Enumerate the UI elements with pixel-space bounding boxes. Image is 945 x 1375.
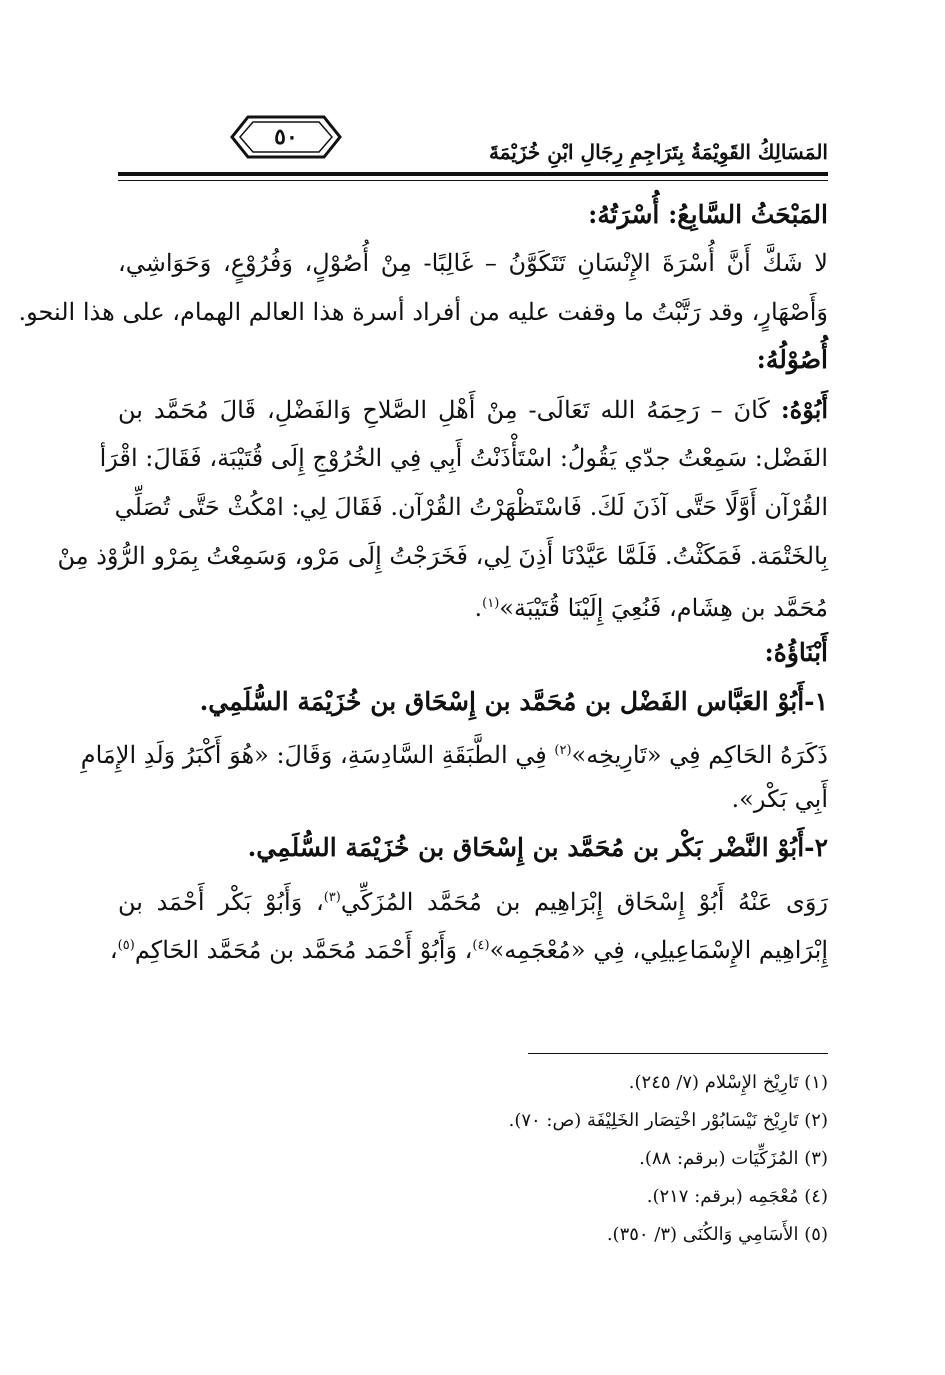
footnote-item: (١) تَارِيْخ الإِسْلام (٧/ ٢٤٥).: [628, 1072, 828, 1093]
paragraph-line: إِبْرَاهِيم الإِسْمَاعِيلِي، فِي «مُعْجَمِه»$^{(٤)}$، وَأَبُوْ أَحْمَد مُحَمَّد بن مُحَمَّد الحَاكِم$^{(٥)}$،: [109, 936, 828, 964]
father-text: كَانَ – رَحِمَهُ الله تَعَالَى- مِنْ أَهْلِ الصَّلاحِ وَالفَضْلِ، قَالَ مُحَمَّد بن: [118, 396, 781, 424]
footnote-item: (٢) تَارِيْخ نَيْسَابُوْر اخْتِصَار الخَلِيْفَة (ص: ٧٠).: [508, 1110, 828, 1131]
paragraph-line: القُرْآن أَوَّلًا حَتَّى آذَنَ لَكَ. فَاسْتَظْهَرْتُ القُرْآن. فَقَالَ لِي: امْكُثْ حَتَّى تُصَلِّي: [114, 493, 828, 521]
paragraph-line: بِالخَتْمَة. فَمَكَثْتُ. فَلَمَّا عَيَّدْنَا أَذِنَ لِي، فَخَرَجْتُ إِلَى مَرْو، وَسَمِعْتُ بِمَرْو الرُّوْذ مِنْ: [57, 542, 828, 570]
header-rule-thin: [118, 180, 828, 181]
footnote-item: (٤) مُعْجَمِه (برقم: ٢١٧).: [646, 1186, 828, 1207]
paragraph-line: أَبِي بَكْر».: [731, 785, 828, 813]
page-number-badge: [228, 112, 344, 162]
running-title: المَسَالِكُ القَوِيْمَةُ بِتَرَاجِمِ رِجَالِ ابْنِ خُزَيْمَةَ: [489, 140, 828, 164]
section-heading: المَبْحَثُ السَّابِعُ: أُسْرَتُهُ:: [588, 200, 828, 229]
paragraph-line: الفَضْل: سَمِعْتُ جدّي يَقُولُ: اسْتَأْذَنْتُ أَبِي فِي الخُرُوْجِ إِلَى قُتَيْبَة، فَقَالَ: اقْرَأ: [99, 444, 828, 472]
page-header: [118, 96, 828, 184]
footnote-separator: [528, 1053, 828, 1054]
subheading-sons: أَبْنَاؤُهُ:: [764, 638, 828, 667]
footnote-ref[interactable]: (١): [482, 596, 500, 611]
footnote-ref[interactable]: (٢): [554, 743, 572, 758]
page-number: ٥٠: [274, 124, 298, 150]
paragraph-line: ذَكَرَهُ الحَاكِم فِي «تَارِيخِه»$^{(٢)}$ فِي الطَّبَقَةِ السَّادِسَةِ، وَقَالَ: «هُوَ أَكْبَرُ وَلَدِ الإِمَامِ: [80, 741, 828, 769]
father-label: أَبُوْهُ:: [780, 395, 828, 424]
header-rule-thick: [118, 172, 828, 176]
subheading-usul: أُصُوْلُهُ:: [756, 345, 828, 374]
footnote-item: (٥) الأَسَامِي وَالكُنَى (٣/ ٣٥٠).: [606, 1224, 828, 1245]
paragraph-line: رَوَى عَنْهُ أَبُوْ إِسْحَاق إِبْرَاهِيم بن مُحَمَّد المُزَكِّي$^{(٣)}$، وَأَبُوْ بَكْر أَحْمَد بن: [118, 888, 829, 916]
paragraph-line: مُحَمَّد بن هِشَام، فَنُعِيَ إِلَيْنَا قُتَيْبَة»$^{(١)}$.: [474, 594, 828, 622]
footnote-item: (٣) المُزَكِّيَات (برقم: ٨٨).: [639, 1148, 828, 1169]
son-1-name: ١-أَبُوْ العَبَّاس الفَضْل بن مُحَمَّد بن إِسْحَاق بن خُزَيْمَة السُّلَمِي.: [199, 687, 828, 716]
footnote-ref[interactable]: (٥): [117, 938, 135, 953]
paragraph-line: لا شَكَّ أَنَّ أُسْرَةَ الإِنْسَانِ تَتَكَوَّنُ – غَالِبًا- مِنْ أُصُوْلٍ، وَفُرُوْعٍ، وَحَوَاشِي،: [118, 249, 828, 277]
footnote-ref[interactable]: (٤): [472, 938, 490, 953]
paragraph-line: وَأَصْهَارٍ، وقد رَتَّبْتُ ما وقفت عليه من أفراد أسرة هذا العالم الهمام، على هذا النحو.: [18, 298, 828, 326]
son-2-name: ٢-أَبُوْ النَّضْر بَكْر بن مُحَمَّد بن إِسْحَاق بن خُزَيْمَة السُّلَمِي.: [247, 833, 828, 862]
footnote-ref[interactable]: (٣): [323, 890, 341, 905]
paragraph-line: [118, 387, 828, 433]
